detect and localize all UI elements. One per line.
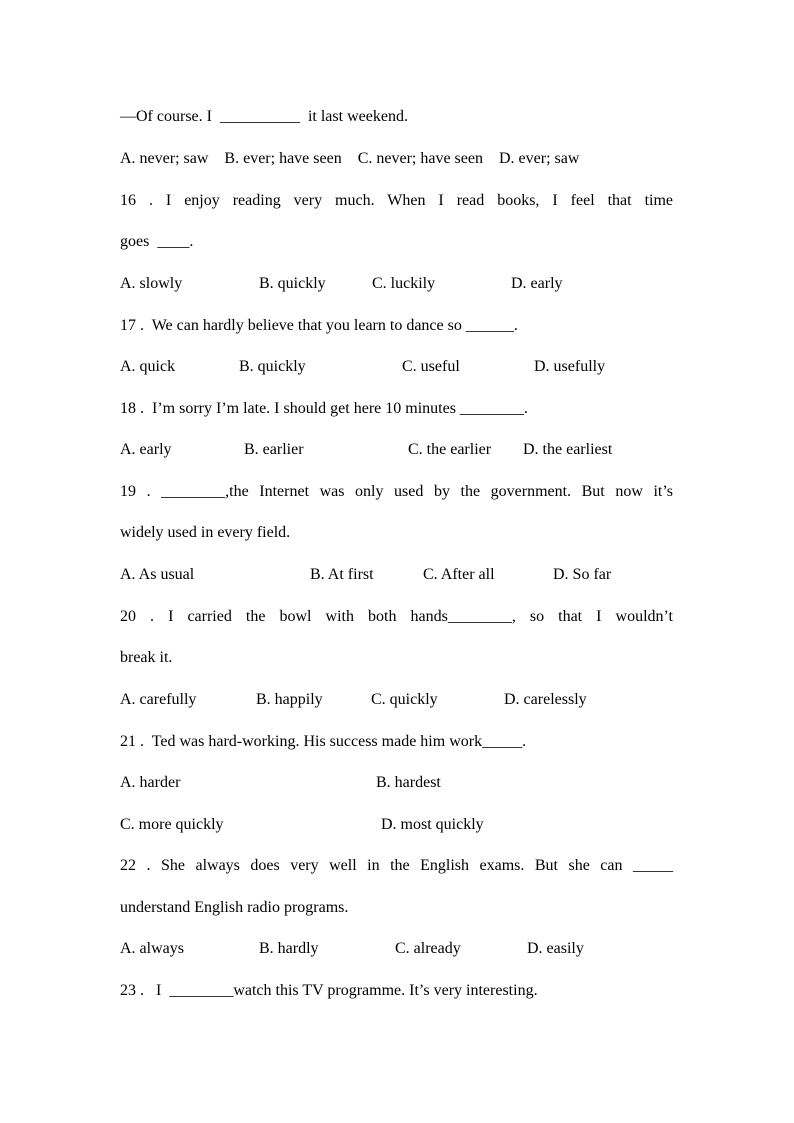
q20-option-b: B. happily: [256, 691, 323, 708]
q22-option-a: A. always: [120, 940, 184, 957]
q19-option-c: C. After all: [423, 566, 495, 583]
q16-option-c: C. luckily: [372, 275, 436, 292]
q21-option-d: D. most quickly: [381, 816, 484, 833]
q21-question: 21 . Ted was hard-working. His success made him work_____.: [120, 733, 527, 750]
q18-option-b: B. earlier: [244, 441, 304, 458]
q18-option-c: C. the earlier: [408, 441, 492, 458]
q23-question: 23 . I ________watch this TV programme. It’s very interesting.: [120, 982, 538, 999]
q16-option-b: B. quickly: [259, 275, 326, 292]
q16-option-a: A. slowly: [120, 275, 183, 292]
q22-option-b: B. hardly: [259, 940, 319, 957]
q22-question-cont: understand English radio programs.: [120, 899, 349, 916]
q22-option-d: D. easily: [527, 940, 584, 957]
q21-option-b: B. hardest: [376, 774, 441, 791]
q17-option-d: D. usefully: [534, 358, 606, 375]
q20-question: 20 . I carried the bowl with both hands________, so that I wouldn’t: [120, 608, 673, 625]
q19-option-d: D. So far: [553, 566, 612, 583]
q18-question: 18 . I’m sorry I’m late. I should get here 10 minutes ________.: [120, 400, 528, 417]
q19-option-a: A. As usual: [120, 566, 195, 583]
q17-question: 17 . We can hardly believe that you learn to dance so ______.: [120, 317, 518, 334]
q21-option-c: C. more quickly: [120, 816, 224, 833]
q18-option-d: D. the earliest: [523, 441, 613, 458]
q17-option-a: A. quick: [120, 358, 176, 375]
q19-option-b: B. At first: [310, 566, 374, 583]
q15-answer-line: —Of course. I __________ it last weekend.: [120, 108, 408, 125]
q15-options: A. never; saw B. ever; have seen C. never; have seen D. ever; saw: [120, 150, 580, 167]
q20-option-a: A. carefully: [120, 691, 197, 708]
q20-option-d: D. carelessly: [504, 691, 587, 708]
q18-option-a: A. early: [120, 441, 172, 458]
q22-option-c: C. already: [395, 940, 461, 957]
q20-question-cont: break it.: [120, 649, 173, 666]
q19-question-cont: widely used in every field.: [120, 524, 291, 541]
q16-question: 16 . I enjoy reading very much. When I read books, I feel that time: [120, 192, 673, 209]
q17-option-c: C. useful: [402, 358, 460, 375]
q21-option-a: A. harder: [120, 774, 181, 791]
q16-option-d: D. early: [511, 275, 563, 292]
q16-question-cont: goes ____.: [120, 233, 194, 250]
q20-option-c: C. quickly: [371, 691, 438, 708]
q17-option-b: B. quickly: [239, 358, 306, 375]
q22-question: 22 . She always does very well in the English exams. But she can _____: [120, 857, 673, 874]
q19-question: 19 . ________,the Internet was only used by the government. But now it’s: [120, 483, 673, 500]
